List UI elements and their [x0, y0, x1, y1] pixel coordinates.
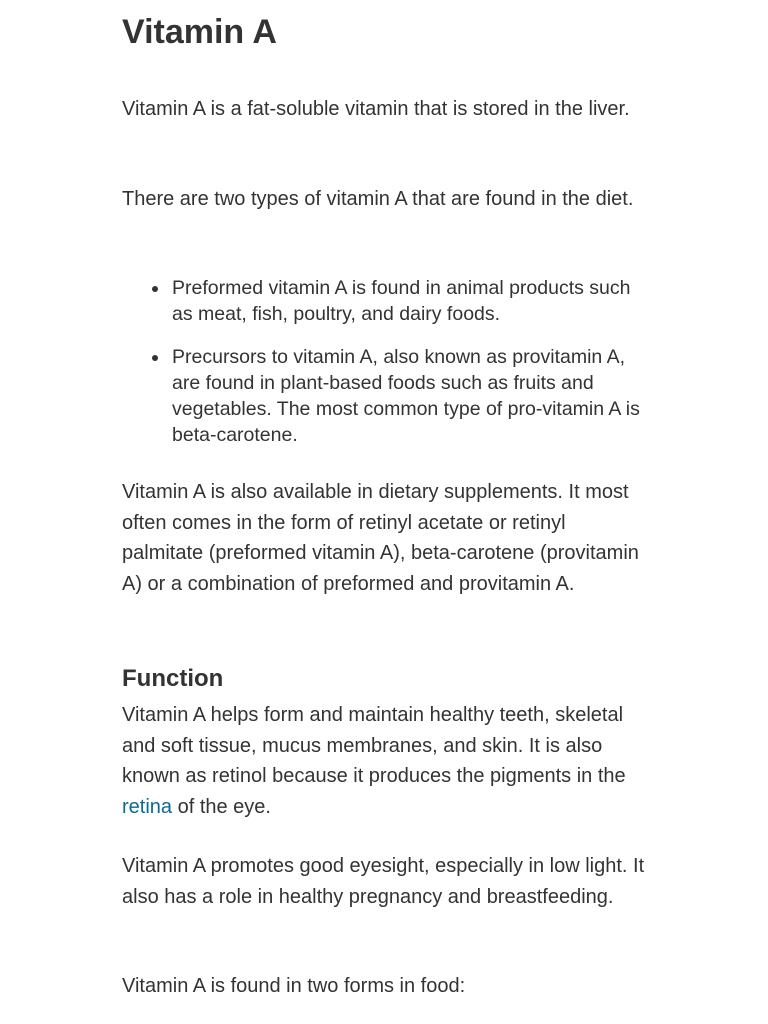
vitamin-a-types-list: [122, 275, 652, 449]
retina-link[interactable]: retina: [122, 795, 173, 818]
supplements-paragraph: Vitamin A is also available in dietary supplements. It most often comes in the form of retinyl acetate or retinyl palmitate (preformed vitamin A), beta-carotene (provitamin A) or a combination of preformed and provitamin A.: [122, 481, 639, 595]
bullet-icon: [152, 355, 158, 361]
list-item: [122, 275, 652, 328]
intro-paragraph-2: There are two types of vitamin A that are found in the diet.: [122, 188, 634, 210]
list-item-text: Precursors to vitamin A, also known as provitamin A, are found in plant-based foods such as fruits and vegetables. The most common type of pro-vitamin A is beta-carotene.: [172, 345, 640, 447]
list-item-text: Preformed vitamin A is found in animal products such as meat, fish, poultry, and dairy foods.: [172, 277, 631, 326]
list-item: [122, 344, 652, 449]
function-paragraph-1-text: Vitamin A helps form and maintain healthy teeth, skeletal and soft tissue, mucus membranes, and skin. It is also known as retinol because it produces the pigments in the: [122, 704, 626, 787]
function-paragraph-2: Vitamin A promotes good eyesight, especially in low light. It also has a role in healthy pregnancy and breastfeeding.: [122, 855, 645, 908]
page-title: Vitamin A: [122, 13, 277, 51]
function-paragraph-1: [122, 700, 652, 822]
function-paragraph-3: Vitamin A is found in two forms in food:: [122, 975, 466, 997]
function-heading: Function: [122, 665, 224, 692]
bullet-icon: [152, 286, 158, 292]
function-paragraph-1-end: of the eye.: [172, 795, 271, 818]
intro-paragraph-1: Vitamin A is a fat-soluble vitamin that is stored in the liver.: [122, 98, 630, 120]
